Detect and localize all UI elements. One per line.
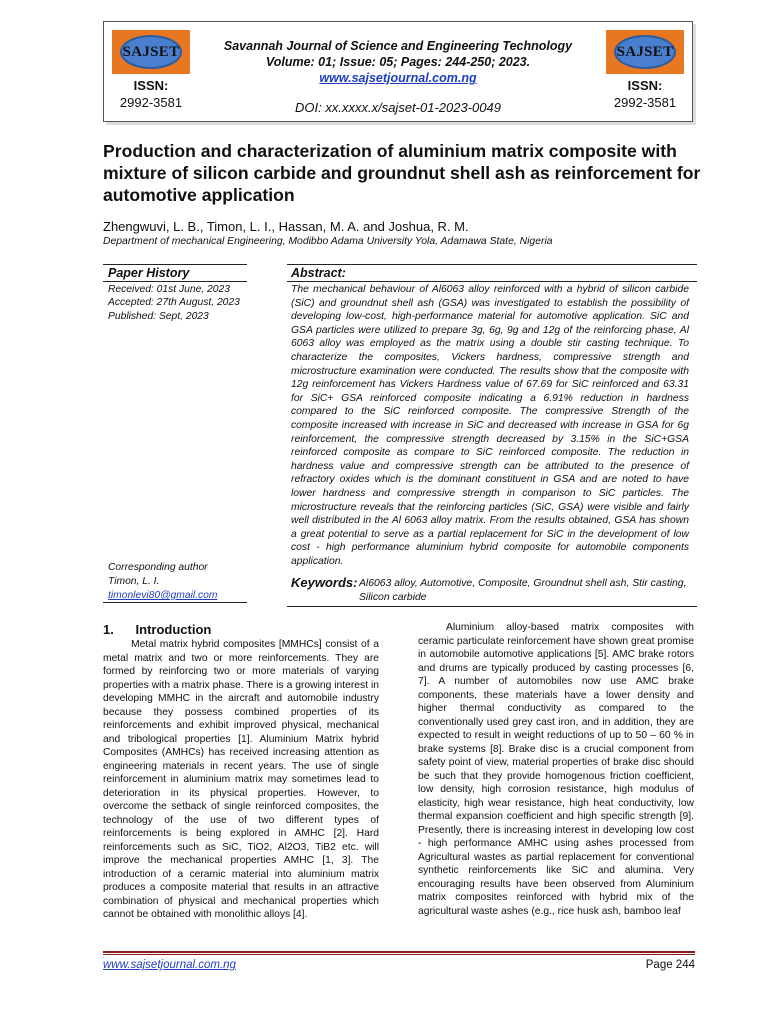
journal-volume-info: Volume: 01; Issue: 05; Pages: 244-250; 2023.: [265, 55, 531, 69]
received-date: Received: 01st June, 2023: [108, 284, 230, 295]
authors: Zhengwuvi, L. B., Timon, L. I., Hassan, M. A. and Joshua, R. M.: [103, 219, 469, 234]
divider: [103, 602, 247, 603]
keywords-label: Keywords:: [291, 575, 358, 590]
logo-text: SAJSET: [122, 43, 180, 60]
issn-label: ISSN:: [627, 78, 663, 93]
issn-number: 2992-3581: [613, 95, 677, 110]
published-date: Published: Sept, 2023: [108, 311, 209, 322]
corresponding-author-label: Corresponding author: [108, 562, 208, 573]
issn-number: 2992-3581: [119, 95, 183, 110]
abstract-heading: Abstract:: [287, 264, 697, 282]
body-column-right: Aluminium alloy-based matrix composites with ceramic particulate reinforcement have shown great promise in automobile automotive applications [5]. AMC brake rotors and drums are typically produced by casting processes [6, 7]. A number of automobiles now use AMC brake components, these materials have a lower density and higher thermal conductivity as compared to the conventionally used grey cast iron, and in addition, they are expected to result in weight reductions of up to 50 – 60 % in brake systems [8]. Brake disc is a crucial component from safety point of view, material properties of brake disc should be such that they provide homogenous friction coefficient, low density, high corrosion resistance, high modulus of elasticity, high wear resistance, high heat conductivity, low thermal expansion coefficient and high specific strength [9]. Presently, there is increasing interest in developing low cost - high performance AMHC using ashes processed from Agricultural wastes as partial replacement for conventional synthetic reinforcements like SiC and alumina. Very encouraging results have been observed from Aluminium matrix composites reinforced with hybrid mix of the agricultural waste ashes (e.g., rice husk ash, bamboo leaf: [418, 622, 694, 917]
section-heading-introduction: 1. Introduction: [103, 622, 212, 637]
body-column-left: Metal matrix hybrid composites [MMHCs] consist of a metal matrix and two or more reinforcements. They are formed by reinforcing two or more materials of varying properties with a matrix phase. There is a growing interest in developing MMHC in the aircraft and automobile industry because they possess combined properties of its reinforcements and exhibit improved physical, mechanical and tribological properties [1]. Aluminium Matrix hybrid Composites (AMHCs) has received increasing attention as engineering materials in recent years. The use of single reinforcement in aluminium matrix may sometimes lead to deterioration in its physical properties. However, to overcome the setback of single reinforced composites, the technology of the use of two different types of reinforcements is being explored in AMHC [2]. Hard reinforcements such as SiC, TiO2, Al2O3, TiB2 etc. will improve the mechanical properties AMHC [1, 3]. The introduction of a ceramic material into aluminium matrix produces a composite material that results in an attractive combination of physical and mechanical properties which cannot be obtained with monolithic alloys [4].: [103, 639, 379, 920]
abstract-text: The mechanical behaviour of Al6063 alloy reinforced with a hybrid of silicon carbide (SiC) and groundnut shell ash (GSA) was investigated to establish the possibility of developing low-cost, high-performance material for automotive application. SiC and GSA particles were utilized to prepare 3g, 6g, 9g and 12g of the reinforcing phase, Al 6063 alloy was employed as the matrix using a double stir casting technique. To characterize the composites, Vickers hardness, compressive strength and microstructure examination were conducted. The results show that the composite with 12g reinforcement has Vickers Hardness value of 67.69 for SiC reinforced and 63.31 for SiC+ GSA reinforced composite indicating a 6.91% reduction in hardness compared to the SiC reinforced composite. The compressive Strength of the composite increased with increase in SiC and decreased with increase in GSA for 6g reinforcement, the compressive strength decreased by 3.15% in the SiC+GSA reinforced composite as compare to SiC reinforced composite. The reduction in hardness value and compressive strength can be attributed to the presence of refractory oxides which is the dominant constituent in GSA and are noted to have lower hardness and compressive strength in comparison to SiC particles. The microstructure reveals that the reinforcing particles (SiC, GSA) were visible and fairly well distributed in the Al 6063 alloy matrix. From the results obtained, GSA has shown a great potential to serve as a partial replacement for SiC in the development of low cost - high performance aluminium hybrid composite for automobile components application.: [291, 284, 689, 567]
footer-rule: [103, 951, 695, 953]
accepted-date: Accepted: 27th August, 2023: [108, 297, 240, 308]
journal-header: [103, 21, 693, 122]
corresponding-author-email[interactable]: timonlevi80@gmail.com: [108, 590, 218, 601]
paper-history-heading: Paper History: [103, 264, 247, 282]
issn-label: ISSN:: [133, 78, 169, 93]
corresponding-author-name: Timon, L. I.: [108, 576, 160, 587]
footer-rule-thin: [103, 954, 695, 955]
logo-oval: [614, 35, 676, 69]
logo-text: SAJSET: [616, 43, 674, 60]
journal-url-link[interactable]: www.sajsetjournal.com.ng: [319, 71, 477, 85]
keywords-line-1: Al6063 alloy, Automotive, Composite, Groundnut shell ash, Stir casting,: [359, 578, 687, 589]
doi: DOI: xx.xxxx.x/sajset-01-2023-0049: [295, 100, 501, 115]
divider: [287, 606, 697, 607]
keywords-line-2: Silicon carbide: [359, 592, 427, 603]
journal-logo-right: [606, 30, 684, 114]
affiliation: Department of mechanical Engineering, Modibbo Adama University Yola, Adamawa State, Nigeria: [103, 236, 553, 247]
logo-oval: [120, 35, 182, 69]
paper-title: Production and characterization of aluminium matrix composite with mixture of silicon carbide and groundnut shell ash as reinforcement for automotive application: [103, 141, 701, 205]
page-number: Page 244: [645, 959, 695, 971]
footer-url-link[interactable]: www.sajsetjournal.com.ng: [103, 959, 236, 971]
journal-logo-left: [112, 30, 190, 114]
journal-name: Savannah Journal of Science and Engineering Technology: [223, 39, 573, 53]
